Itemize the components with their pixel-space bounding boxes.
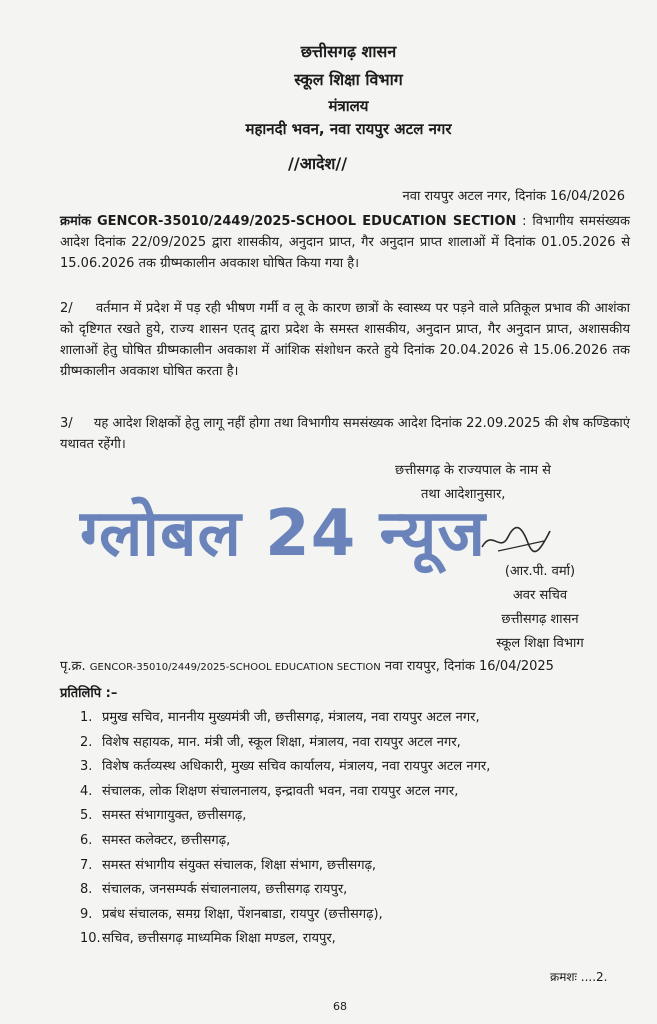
paragraph-3 (60, 413, 630, 455)
list-item: 9. प्रबंध संचालक, समग्र शिक्षा, पेंशनबाडा, रायपुर (छत्तीसगढ़), (80, 906, 383, 922)
list-item: 2. विशेष सहायक, मान. मंत्री जी, स्कूल शिक्षा, मंत्रालय, नवा रायपुर अटल नगर, (80, 734, 461, 750)
header-address: महानदी भवन, नवा रायपुर अटल नगर (245, 120, 452, 138)
paragraph-2-number: 2/ (60, 301, 73, 316)
continued-note: क्रमशः ....2. (550, 970, 608, 984)
signatory-office-1: छत्तीसगढ़ शासन (501, 612, 579, 627)
authority-line-2: तथा आदेशानुसार, (421, 487, 506, 502)
paragraph-3-text: यह आदेश शिक्षकों हेतु लागू नहीं होगा तथा विभागीय समसंख्यक आदेश दिनांक 22.09.2025 की शेष कण्डिकाएं यथावत रहेंगी। (60, 416, 630, 452)
paragraph-3-number: 3/ (60, 416, 73, 431)
paragraph-2 (60, 298, 630, 382)
order-title: //आदेश// (288, 154, 348, 173)
list-item: 7. समस्त संभागीय संयुक्त संचालक, शिक्षा संभाग, छत्तीसगढ़, (80, 857, 377, 873)
header-government: छत्तीसगढ़ शासन (300, 42, 397, 61)
order-place-date: नवा रायपुर अटल नगर, दिनांक 16/04/2026 (402, 189, 625, 204)
order-number-prefix: क्रमांक (60, 214, 92, 229)
list-item: 4. संचालक, लोक शिक्षण संचालनालय, इन्द्रावती भवन, नवा रायपुर अटल नगर, (80, 783, 459, 799)
list-item: 8. संचालक, जनसम्पर्क संचालनालय, छत्तीसगढ़ रायपुर, (80, 882, 348, 898)
list-item: 5. समस्त संभागायुक्त, छत्तीसगढ़, (80, 808, 247, 824)
copy-to-list (80, 706, 640, 952)
authority-line-1: छत्तीसगढ़ के राज्यपाल के नाम से (395, 463, 551, 478)
signatory-office-2: स्कूल शिक्षा विभाग (496, 636, 584, 651)
signatory-designation: अवर सचिव (512, 588, 568, 603)
endorsement-date: नवा रायपुर, दिनांक 16/04/2025 (384, 659, 554, 674)
order-number-code: GENCOR-35010/2449/2025-SCHOOL EDUCATION SECTION (96, 214, 517, 229)
news-watermark: ग्लोबल 24 न्यूज (80, 497, 487, 571)
endorsement-code: GENCOR-35010/2449/2025-SCHOOL EDUCATION SECTION (89, 662, 381, 673)
header-ministry: मंत्रालय (328, 97, 369, 115)
list-item: 6. समस्त कलेक्टर, छत्तीसगढ़, (80, 832, 231, 848)
signatory-name: (आर.पी. वर्मा) (504, 564, 576, 579)
copy-to-label: प्रतिलिपि :– (60, 686, 118, 701)
paragraph-1-text: : विभागीय समसंख्यक आदेश दिनांक 22/09/2025 द्वारा शासकीय, अनुदान प्राप्त, गैर अनुदान प्राप्त शालाओं में दिनांक 01.05.2026 से 15.06.2026 तक ग्रीष्मकालीन अवकाश घोषित किया गया है। (60, 214, 630, 271)
list-item: 3. विशेष कर्तव्यस्थ अधिकारी, मुख्य सचिव कार्यालय, मंत्रालय, नवा रायपुर अटल नगर, (80, 759, 491, 775)
page-number: 68 (333, 1000, 347, 1013)
paragraph-1 (60, 211, 630, 274)
endorsement-prefix: पृ.क्र. (60, 659, 86, 674)
endorsement-line (60, 656, 640, 674)
header-department: स्कूल शिक्षा विभाग (294, 70, 403, 89)
signatory-details (440, 560, 640, 656)
list-item: 10.सचिव, छत्तीसगढ़ माध्यमिक शिक्षा मण्डल, रायपुर, (80, 931, 336, 947)
list-item: 1. प्रमुख सचिव, माननीय मुख्यमंत्री जी, छत्तीसगढ़, मंत्रालय, नवा रायपुर अटल नगर, (80, 710, 480, 725)
paragraph-2-text: वर्तमान में प्रदेश में पड़ रही भीषण गर्मी व लू के कारण छात्रों के स्वास्थ्य पर पड़ने वाले प्रतिकूल प्रभाव की आशंका को दृष्टिगत रखते हुये, राज्य शासन एतद् द्वारा प्रदेश के समस्त शासकीय, अनुदान प्राप्त, गैर अनुदान प्राप्त, अशासकीय शालाओं हेतु घोषित ग्रीष्मकालीन अवकाश में आंशिक संशोधन करते हुये दिनांक 20.04.2026 से 15.06.2026 तक ग्रीष्मकालीन अवकाश घोषित करता है। (60, 301, 630, 379)
